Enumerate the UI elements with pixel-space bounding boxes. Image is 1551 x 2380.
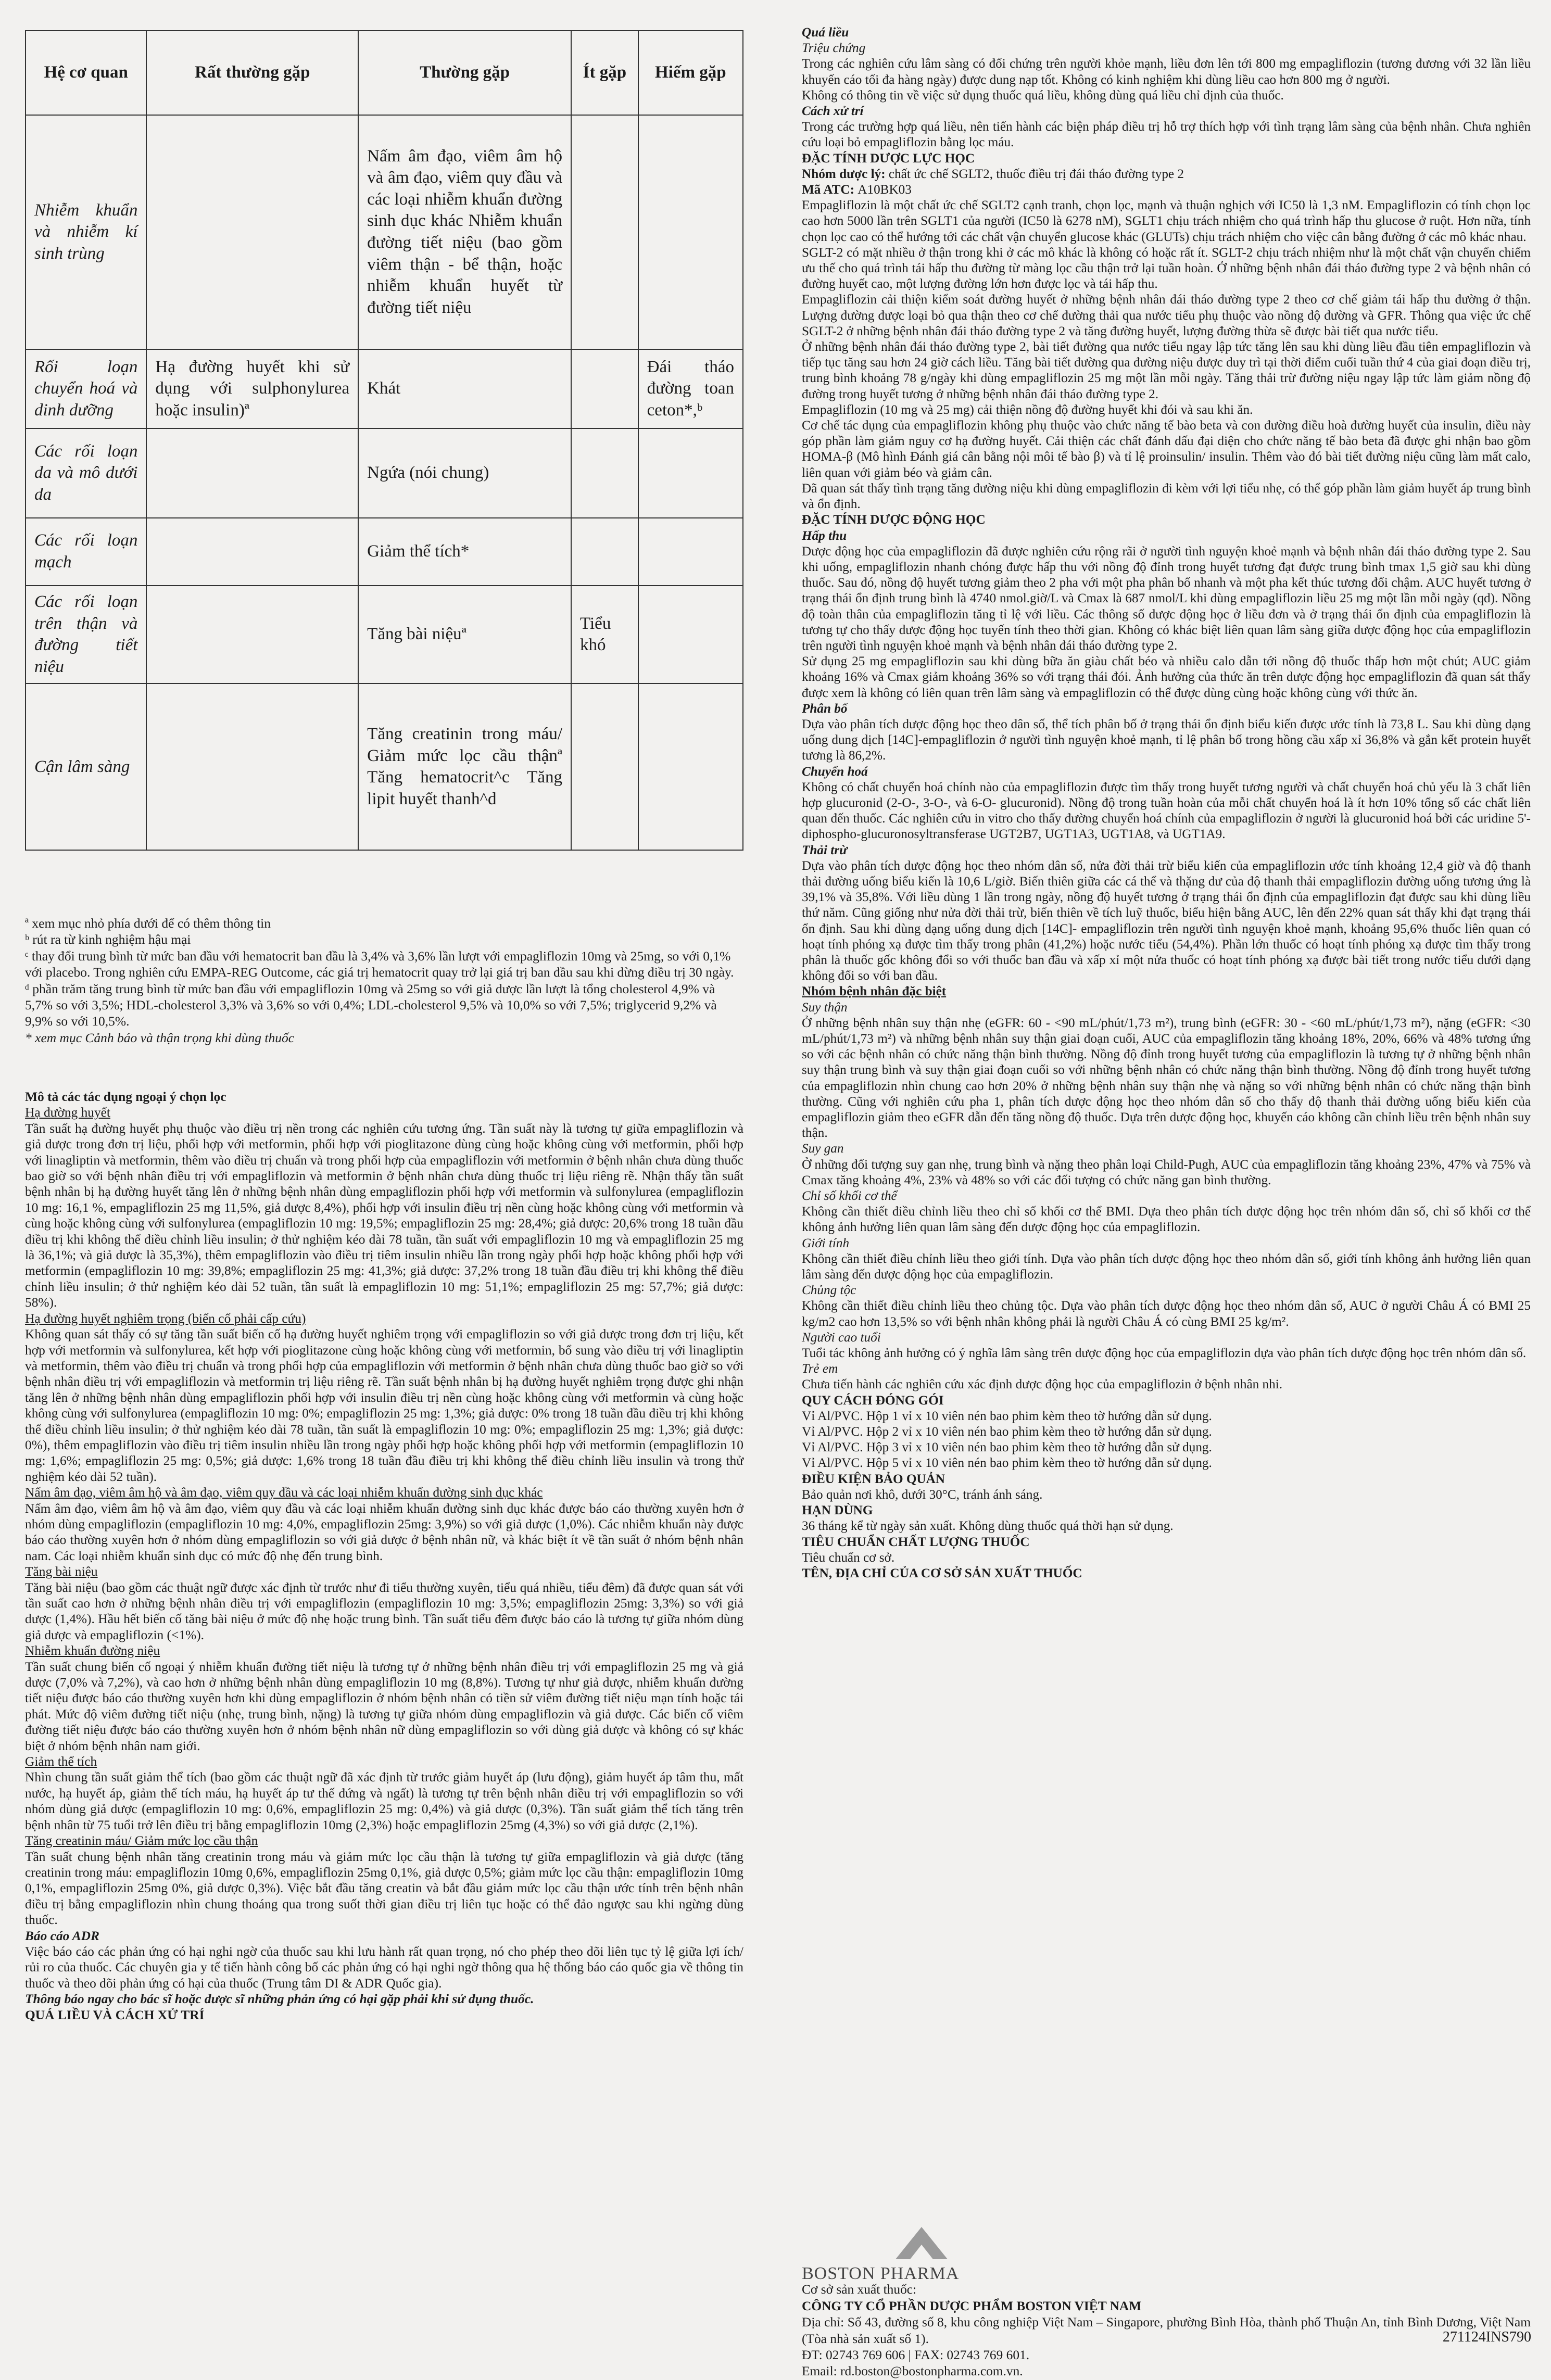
- section-heading: ĐẶC TÍNH DƯỢC ĐỘNG HỌC: [802, 513, 986, 527]
- section-heading: Giới tính: [802, 1236, 850, 1250]
- footnote: ᵇ rút ra từ kinh nghiệm hậu mại: [25, 932, 191, 947]
- table-row: [26, 683, 743, 850]
- table-cell-uncommon: [571, 349, 638, 428]
- footnote: ᵈ phần trăm tăng trung bình từ mức ban đầu với empagliflozin 10mg và 25mg so với giả dược lần lượt là tổng cholesterol 4,9% và 5,7% so với 3,5%; HDL-cholesterol 3,3% và 3,6% so với 0,4%; LDL-cholesterol 9,5% và 10,0% so với 7,5%; triglycerid 9,2% và 9,9% so với 10,5%.: [25, 981, 717, 1029]
- table-cell-very-common: Hạ đường huyết khi sử dụng với sulphonylurea hoặc insulin)ª: [146, 349, 358, 428]
- table-cell-rare: Đái tháo đường toan ceton*,ᵇ: [638, 349, 743, 428]
- section-text: Ở những bệnh nhân đái tháo đường type 2, bài tiết đường qua nước tiểu ngay lập tức tăng lên sau khi dùng liều đầu tiên empagliflozin và tiếp tục tăng sau hơn 24 giờ cách liều. Tăng bài tiết đường qua đường niệu được duy trì tại thời điểm cuối tuần thứ 4 của giai đoạn điều trị, trung bình khoảng 78 g/ngày khi dùng empagliflozin 25 mg một lần mỗi ngày. Tăng thải trừ đường niệu ngay lập tức làm giảm nồng độ đường trong huyết tương ở những bệnh nhân đái tháo đường type 2.: [802, 340, 1531, 401]
- table-cell-uncommon: [571, 428, 638, 518]
- section-text: Trong các trường hợp quá liều, nên tiến hành các biện pháp điều trị hỗ trợ thích hợp với tình trạng lâm sàng của bệnh nhân. Chưa nghiên cứu loại bỏ empagliflozin bằng lọc máu.: [802, 120, 1531, 150]
- table-cell-uncommon: Tiểu khó: [571, 586, 638, 683]
- label-line: [802, 167, 1531, 182]
- section-heading: Hạ đường huyết nghiêm trọng (biến cố phải cấp cứu): [25, 1311, 306, 1326]
- table-row: [26, 518, 743, 586]
- table-cell-rare: [638, 518, 743, 586]
- logo-text: BOSTON PHARMA: [802, 2264, 960, 2283]
- footnotes: [25, 915, 743, 1046]
- section-text: Việc báo cáo các phản ứng có hại nghi ngờ của thuốc sau khi lưu hành rất quan trọng, nó cho phép theo dõi liên tục tỷ lệ giữa lợi ích/ rủi ro của thuốc. Các chuyên gia y tế tiến hành công bố các phản ứng có hại nghi ngờ thông qua hệ thống báo cáo quốc gia về thông tin thuốc và theo dõi phản ứng có hại của thuốc (Trung tâm DI & ADR Quốc gia).: [25, 1944, 743, 1991]
- section-text: Vỉ Al/PVC. Hộp 2 vỉ x 10 viên nén bao phim kèm theo tờ hướng dẫn sử dụng.: [802, 1425, 1212, 1439]
- table-cell-very-common: [146, 115, 358, 349]
- table-cell-soc: Các rối loạn da và mô dưới da: [26, 428, 146, 518]
- table-cell-common: Khát: [358, 349, 571, 428]
- table-cell-rare: [638, 115, 743, 349]
- table-cell-common: Nấm âm đạo, viêm âm hộ và âm đạo, viêm quy đầu và các loại nhiễm khuẩn đường sinh dục khác Nhiễm khuẩn đường tiết niệu (bao gồm viêm thận - bể thận, hoặc nhiễm khuẩn huyết từ đường tiết niệu: [358, 115, 571, 349]
- section-text: Ở những bệnh nhân suy thận nhẹ (eGFR: 60 - <90 mL/phút/1,73 m²), trung bình (eGFR: 30 - <60 mL/phút/1,73 m²), nặng (eGFR: <30 mL/phút/1,73 m²) và những bệnh nhân suy thận giai đoạn cuối, AUC của empagliflozin tăng khoảng 18%, 20%, 66% và 48% tương ứng so với các bệnh nhân có chức năng thận bình thường. Nồng độ đỉnh trong huyết tương của empagliflozin là tương tự ở những bệnh nhân suy thận trung bình và suy thận giai đoạn cuối so với những bệnh nhân có chức năng thận bình thường. Nồng độ đỉnh trong huyết tương của empagliflozin nhìn chung cao hơn 20% ở những bệnh nhân suy thận nhẹ và nặng so với những bệnh nhân có chức năng thận bình thường. Cũng với nghiên cứu pha 1, phân tích dược động học theo nhóm dân số cho thấy độ thanh thải đường uống biểu kiến của empagliflozin giảm theo eGFR dẫn đến tăng nồng độ thuốc. Dựa trên dược động học, khuyến cáo không cần chỉnh liều trên bệnh nhân suy thận.: [802, 1016, 1531, 1141]
- footnote: ᶜ thay đổi trung bình từ mức ban đầu với hematocrit ban đầu là 3,4% và 3,6% lần lượt với empagliflozin 10mg và 25mg, so với 0,1% với placebo. Trong nghiên cứu EMPA-REG Outcome, các giá trị hematocrit quay trở lại giá trị ban đầu sau khi dừng điều trị 30 ngày.: [25, 948, 734, 980]
- section-text: Tuổi tác không ảnh hưởng có ý nghĩa lâm sàng trên dược động học của empagliflozin dựa vào phân tích dược động học trên nhóm dân số.: [802, 1346, 1527, 1361]
- section-text: 36 tháng kể từ ngày sản xuất. Không dùng thuốc quá thời hạn sử dụng.: [802, 1519, 1174, 1534]
- section-text: Dựa vào phân tích dược động học theo nhóm dân số, nửa đời thải trừ biểu kiến của empagliflozin ước tính khoảng 12,4 giờ và độ thanh thải đường uống biểu kiến là 10,6 L/giờ. Biến thiên giữa các cá thể và thặng dư của độ thanh thải empagliflozin đường uống tương ứng là 39,1% và 35,8%. Với liều dùng 1 lần trong ngày, nồng độ huyết tương ở trạng thái ổn định của empagliflozin đạt được sau khi dùng liều thứ năm. Cũng giống như nửa đời thải trừ, biến thiên về tích luỹ thuốc, biểu hiện bằng AUC, lên đến 22% quan sát thấy khi đạt trạng thái ổn định. Sau khi dùng dạng uống dung dịch [14C]- empagliflozin trên người tình nguyện khoẻ mạnh, khoảng 95,6% thuốc liên quan có hoạt tính phóng xạ được tìm thấy trong phân (41,2%) hoặc nước tiểu (54,4%). Phần lớn thuốc có hoạt tính phóng xạ được tìm thấy trong phân là thuốc gốc không đổi so với thuốc ban đầu và xấp xỉ một nửa thuốc có hoạt tính phóng xạ được bài tiết trong nước tiểu dưới dạng không đổi so với ban đầu.: [802, 858, 1531, 983]
- section-text: Dược động học của empagliflozin đã được nghiên cứu rộng rãi ở người tình nguyện khoẻ mạnh và bệnh nhân đái tháo đường type 2. Sau khi uống, empagliflozin nhanh chóng được hấp thu với nồng độ đỉnh trong huyết tương đạt được trung bình tmax 1,5 giờ sau khi dùng thuốc. Sau đó, nồng độ huyết tương giảm theo 2 pha với một pha phân bố nhanh và một pha kết thúc tương đối chậm. AUC huyết tương ở trạng thái ổn định trung bình là 4740 nmol.giờ/L và Cmax là 687 nmol/L khi dùng empagliflozin liều 25 mg một lần mỗi ngày (qd). Nồng độ toàn thân của empagliflozin tăng tỉ lệ với liều. Các thông số dược động học ở liều đơn và ở trạng thái ổn định của empagliflozin là tương tự cho thấy dược động học tuyến tính theo thời gian. Không có khác biệt liên quan lâm sàng giữa dược động học của empagliflozin trên người tình nguyện khoẻ mạnh và bệnh nhân đái tháo đường type 2.: [802, 544, 1531, 653]
- table-cell-uncommon: [571, 683, 638, 850]
- section-text: Tần suất chung bệnh nhân tăng creatinin trong máu và giảm mức lọc cầu thận là tương tự giữa empagliflozin và giả dược (tăng creatinin trong máu: empagliflozin 10mg 0,6%, empagliflozin 25mg 0,1%, giả dược 0,5%; giảm mức lọc cầu thận: empagliflozin 10mg 0,1%, empagliflozin 25mg 0%, giả dược 0,3%). Việc bắt đầu tăng creatin và bắt đầu giảm mức lọc cầu thận ước tính trên bệnh nhân điều trị bằng empagliflozin nhìn chung thoáng qua trong suốt thời gian điều trị liên tục hoặc có thể đảo ngược sau khi ngừng dùng thuốc.: [25, 1849, 743, 1928]
- section-heading: Suy thận: [802, 1000, 848, 1015]
- section-heading: Tăng creatinin máu/ Giảm mức lọc cầu thận: [25, 1833, 258, 1849]
- table-cell-common: Giảm thể tích*: [358, 518, 571, 586]
- table-cell-soc: Các rối loạn mạch: [26, 518, 146, 586]
- section-heading: TÊN, ĐỊA CHỈ CỦA CƠ SỞ SẢN XUẤT THUỐC: [802, 1566, 1082, 1580]
- table-row: [26, 349, 743, 428]
- section-heading: HẠN DÙNG: [802, 1503, 873, 1518]
- section-text: Empagliflozin cải thiện kiểm soát đường huyết ở những bệnh nhân đái tháo đường type 2 theo cơ chế giảm tái hấp thu đường ở thận. Lượng đường được loại bỏ qua thận theo cơ chế đường thải qua nước tiểu phụ thuộc vào nồng độ đường và GFR. Thông qua việc ức chế SGLT-2 ở những bệnh nhân đái tháo đường type 2 và tăng đường huyết, lượng đường thừa sẽ được bài tiết qua nước tiểu.: [802, 293, 1531, 338]
- section-heading: QUÁ LIỀU VÀ CÁCH XỬ TRÍ: [25, 2007, 205, 2022]
- label-line: [802, 182, 1531, 198]
- section-text: SGLT-2 có mặt nhiều ở thận trong khi ở các mô khác là không có hoặc rất ít. SGLT-2 chịu trách nhiệm như là một chất vận chuyển chiếm ưu thế cho quá trình tái hấp thu đường từ màng lọc cầu thận trở lại tuần hoàn. Ở những bệnh nhân đái tháo đường type 2 và bệnh nhân có đường huyết cao, một lượng đường lớn hơn được lọc và tái hấp thu.: [802, 245, 1531, 292]
- table-cell-common: Ngứa (nói chung): [358, 428, 571, 518]
- section-heading: Nấm âm đạo, viêm âm hộ và âm đạo, viêm quy đầu và các loại nhiễm khuẩn đường sinh dục khác: [25, 1485, 543, 1500]
- table-cell-very-common: [146, 518, 358, 586]
- section-text: Ở những đối tượng suy gan nhẹ, trung bình và nặng theo phân loại Child-Pugh, AUC của empagliflozin tăng khoảng 23%, 47% và 75% và Cmax tăng khoảng 4%, 23% và 48% so với các đối tượng có chức năng gan bình thường.: [802, 1157, 1531, 1187]
- table-cell-rare: [638, 428, 743, 518]
- section-text: Vỉ Al/PVC. Hộp 5 vỉ x 10 viên nén bao phim kèm theo tờ hướng dẫn sử dụng.: [802, 1456, 1212, 1471]
- table-row: [26, 586, 743, 683]
- section-heading: Nhóm bệnh nhân đặc biệt: [802, 984, 947, 999]
- right-column-text: [802, 25, 1531, 1581]
- section-text: Tần suất chung biến cố ngoại ý nhiễm khuẩn đường tiết niệu là tương tự ở những bệnh nhân điều trị với empagliflozin 25 mg và giả dược (7,0% và 7,2%), và cao hơn ở những bệnh nhân dùng empagliflozin 10 mg (8,8%). Tương tự như giả dược, nhiễm khuẩn đường tiết niệu được báo cáo thường xuyên hơn khi dùng empagliflozin ở nhóm bệnh nhân có tiền sử viêm đường tiết niệu mạn tính hoặc tái phát. Mức độ viêm đường tiết niệu (nhẹ, trung bình, nặng) là tương tự giữa nhóm dùng empagliflozin và giả dược. Các biến cố viêm đường tiết niệu được báo cáo thường xuyên hơn ở nhóm bệnh nhân nữ dùng empagliflozin so với dùng giả dược và không có sự khác biệt ở nhóm bệnh nhân nam giới.: [25, 1659, 743, 1753]
- section-heading: Thải trừ: [802, 843, 848, 857]
- section-text: Empagliflozin (10 mg và 25 mg) cải thiện nồng độ đường huyết khi đói và sau khi ăn.: [802, 402, 1253, 417]
- section-heading: Tăng bài niệu: [25, 1564, 98, 1579]
- table-header: Thường gặp: [358, 31, 571, 115]
- table-cell-soc: Cận lâm sàng: [26, 683, 146, 850]
- section-text: Cơ chế tác dụng của empagliflozin không phụ thuộc vào chức năng tế bào beta và con đường điều hoà đường huyết của insulin, điều này góp phần làm giảm nguy cơ hạ đường huyết. Cải thiện các chất đánh dấu đại diện cho chức năng tế bào beta đã được ghi nhận bao gồm HOMA-β (Mô hình Đánh giá cân bằng nội môi tế bào β) và tỉ lệ proinsulin/ insulin. Thêm vào đó bài tiết đường niệu cũng làm mất calo, liên quan với giảm béo và giảm cân.: [802, 419, 1531, 480]
- adverse-effects-table: [25, 30, 743, 851]
- section-heading: Giảm thể tích: [25, 1754, 97, 1769]
- section-heading: Người cao tuổi: [802, 1330, 881, 1345]
- section-heading: Mô tả các tác dụng ngoại ý chọn lọc: [25, 1090, 226, 1104]
- manufacturer-label: Cơ sở sản xuất thuốc:: [802, 2282, 917, 2297]
- section-heading: QUY CÁCH ĐÓNG GÓI: [802, 1393, 944, 1408]
- section-heading: Phân bố: [802, 701, 848, 716]
- table-cell-soc: Các rối loạn trên thận và đường tiết niệu: [26, 586, 146, 683]
- section-heading: Hấp thu: [802, 528, 847, 543]
- section-text: Vỉ Al/PVC. Hộp 3 vỉ x 10 viên nén bao phim kèm theo tờ hướng dẫn sử dụng.: [802, 1440, 1212, 1455]
- table-cell-uncommon: [571, 115, 638, 349]
- document-code: 271124INS790: [1442, 2329, 1531, 2345]
- table-cell-rare: [638, 683, 743, 850]
- section-heading: Nhiễm khuẩn đường niệu: [25, 1643, 160, 1659]
- table-header: Hiếm gặp: [638, 31, 743, 115]
- section-heading: Quá liều: [802, 26, 849, 40]
- section-text: Đã quan sát thấy tình trạng tăng đường niệu khi dùng empagliflozin đi kèm với lợi tiểu nhẹ, có thể góp phần làm giảm huyết áp trung bình và ổn định.: [802, 481, 1531, 512]
- section-text: Tiêu chuẩn cơ sở.: [802, 1550, 895, 1565]
- table-header: Rất thường gặp: [146, 31, 358, 115]
- label-value: A10BK03: [858, 183, 912, 197]
- section-text: Dựa vào phân tích dược động học theo dân số, thể tích phân bố ở trạng thái ổn định biểu kiến được ước tính là 73,8 L. Sau khi dùng dạng uống dung dịch [14C]-empagliflozin ở người tình nguyện khoẻ mạnh, tỉ lệ phân bố trong hồng cầu xấp xỉ 36,8% và gắn kết protein huyết tương là 86,2%.: [802, 717, 1531, 763]
- section-text: Không cần thiết điều chỉnh liều theo giới tính. Dựa vào phân tích dược động học theo nhóm dân số, giới tính không ảnh hưởng liên quan lâm sàng đến dược động học của empagliflozin.: [802, 1251, 1531, 1282]
- section-heading: Chỉ số khối cơ thể: [802, 1189, 897, 1204]
- section-text: Sử dụng 25 mg empagliflozin sau khi dùng bữa ăn giàu chất béo và nhiều calo dẫn tới nồng độ thuốc thấp hơn một chút; AUC giảm khoảng 16% và Cmax giảm khoảng 36% so với trạng thái đói. Ảnh hưởng của thức ăn trên dược động học empagliflozin đã quan sát thấy được xem là không có liên quan trên lâm sàng và empagliflozin có thể được dùng cùng hoặc không cùng với thức ăn.: [802, 654, 1531, 700]
- table-cell-common: Tăng creatinin trong máu/ Giảm mức lọc cầu thậnª Tăng hematocrit^c Tăng lipit huyết thanh^d: [358, 683, 571, 850]
- section-heading: ĐIỀU KIỆN BẢO QUẢN: [802, 1472, 945, 1486]
- section-text: Tăng bài niệu (bao gồm các thuật ngữ được xác định từ trước như đi tiểu thường xuyên, tiểu quá nhiều, tiểu đêm) đã được quan sát với tần suất cao hơn ở những bệnh nhân điều trị với empagliflozin (empagliflozin 10 mg: 3,5%; empagliflozin 25mg: 3,3%) so với giả dược (1,4%). Hầu hết biến cố tăng bài niệu ở mức độ nhẹ hoặc trung bình. Tần suất tiểu đêm được báo cáo là tương tự giữa nhóm dùng giả dược và empagliflozin (<1%).: [25, 1580, 743, 1642]
- section-heading: Báo cáo ADR: [25, 1928, 99, 1943]
- section-heading: Thông báo ngay cho bác sĩ hoặc dược sĩ những phản ứng có hại gặp phải khi sử dụng thuốc.: [25, 1992, 534, 2007]
- logo-icon: [890, 2223, 953, 2264]
- manufacturer-block: [802, 2265, 1531, 2380]
- label-key: Nhóm dược lý:: [802, 167, 889, 181]
- label-key: Mã ATC:: [802, 183, 858, 197]
- table-cell-common: Tăng bài niệuª: [358, 586, 571, 683]
- section-heading: Hạ đường huyết: [25, 1105, 110, 1120]
- section-heading: Cách xử trí: [802, 104, 864, 119]
- table-row: [26, 428, 743, 518]
- footnote: ª xem mục nhỏ phía dưới để có thêm thông tin: [25, 916, 271, 931]
- section-text: Không quan sát thấy có sự tăng tần suất biến cố hạ đường huyết nghiêm trọng với empagliflozin so với giả dược trong đơn trị liệu, kết hợp với metformin và sulfonylurea, kết hợp với pioglitazone cùng hoặc không cùng với metformin, bổ sung vào điều trị với linagliptin và metformin, thêm vào điều trị chuẩn và trong phối hợp của empagliflozin với metformin ở bệnh nhân chưa dùng thuốc bao giờ so với bệnh nhân điều trị với empagliflozin và metformin trị liệu riêng rẽ. Tần suất bệnh nhân bị hạ đường huyết nghiêm trọng được ghi nhận tăng lên ở những bệnh nhân dùng empagliflozin phối hợp với insulin điều trị nền cùng hoặc không cùng với metformin và cùng hoặc không cùng với sulfonylurea (empagliflozin 10 mg: 0%; empagliflozin 25 mg: 1,3%; giả dược: 0% trong 18 tuần đầu điều trị khi không thể điều chỉnh liều insulin; ở thử nghiệm kéo dài 78 tuần, tần suất là empagliflozin 10 mg: 0%; empagliflozin 25 mg: 1,3%; giả dược: 0%), thêm empagliflozin vào điều trị tiêm insulin nhiều lần trong ngày phối hợp hoặc không phối hợp với metformin (empagliflozin 10 mg: 1,6%; empagliflozin 25 mg: 0,5%; giả dược: 1,6% trong 18 tuần đầu điều trị khi không thể điều chỉnh liều insulin và trong thử nghiệm kéo dài 52 tuần).: [25, 1327, 743, 1484]
- table-cell-soc: Nhiễm khuẩn và nhiễm kí sinh trùng: [26, 115, 146, 349]
- footnote: * xem mục Cảnh báo và thận trọng khi dùng thuốc: [25, 1030, 295, 1045]
- section-text: Vỉ Al/PVC. Hộp 1 vỉ x 10 viên nén bao phim kèm theo tờ hướng dẫn sử dụng.: [802, 1409, 1212, 1423]
- section-text: Không có chất chuyển hoá chính nào của empagliflozin được tìm thấy trong huyết tương người và chất chuyển hoá chủ yếu là 3 chất liên hợp glucuronid (2-O-, 3-O-, và 6-O- glucuronid). Nồng độ trong tuần hoàn của mỗi chất chuyển hoá là ít hơn 10% tổng số các chất liên quan đến thuốc. Các nghiên cứu in vitro cho thấy đường chuyển hoá chính của empagliflozin ở người là glucuronid hoá bởi các uridine 5'-diphospho-glucuronosyltransferase UGT2B7, UGT1A3, UGT1A8, và UGT1A9.: [802, 780, 1531, 842]
- section-text: Bảo quản nơi khô, dưới 30°C, tránh ánh sáng.: [802, 1487, 1043, 1502]
- table-cell-soc: Rối loạn chuyển hoá và dinh dưỡng: [26, 349, 146, 428]
- section-heading: TIÊU CHUẨN CHẤT LƯỢNG THUỐC: [802, 1535, 1030, 1549]
- table-row: [26, 115, 743, 349]
- section-text: Trong các nghiên cứu lâm sàng có đối chứng trên người khỏe mạnh, liều đơn lên tới 800 mg empagliflozin (tương đương với 32 lần liều khuyến cáo tối đa hàng ngày) được dung nạp tốt. Không có kinh nghiệm khi dùng liều cao hơn 800 mg ở người.: [802, 57, 1531, 87]
- manufacturer-address: Địa chỉ: Số 43, đường số 8, khu công nghiệp Việt Nam – Singapore, phường Bình Hòa, thành phố Thuận An, tỉnh Bình Dương, Việt Nam (Tòa nhà sản xuất số 1).: [802, 2315, 1531, 2346]
- table-header-row: [26, 31, 743, 115]
- table-header: Ít gặp: [571, 31, 638, 115]
- label-value: chất ức chế SGLT2, thuốc điều trị đái tháo đường type 2: [888, 167, 1184, 181]
- manufacturer-email: Email: rd.boston@bostonpharma.com.vn.: [802, 2364, 1023, 2379]
- section-heading: Chủng tộc: [802, 1283, 856, 1298]
- manufacturer-name: CÔNG TY CỔ PHẦN DƯỢC PHẨM BOSTON VIỆT NAM: [802, 2298, 1142, 2313]
- section-heading: ĐẶC TÍNH DƯỢC LỰC HỌC: [802, 151, 975, 166]
- section-text: Empagliflozin là một chất ức chế SGLT2 cạnh tranh, chọn lọc, mạnh và thuận nghịch với IC50 là 1,3 nM. Empagliflozin có tính chọn lọc cao hơn 5000 lần trên SGLT1 của người (IC50 là 6278 nM), SGLT1 chịu trách nhiệm cho quá trình hấp thu glucose ở ruột. Hơn nữa, tính chọn lọc cao có thể hướng tới các chất vận chuyển glucose khác (GLUTs) chịu trách nhiệm cho việc cân bằng đường ở các mô khác nhau.: [802, 198, 1531, 244]
- section-text: Không có thông tin về việc sử dụng thuốc quá liều, không dùng quá liều chỉ định của thuốc.: [802, 88, 1284, 103]
- section-text: Chưa tiến hành các nghiên cứu xác định dược động học của empagliflozin ở bệnh nhân nhi.: [802, 1377, 1282, 1392]
- section-heading: Trẻ em: [802, 1362, 838, 1376]
- table-header: Hệ cơ quan: [26, 31, 146, 115]
- section-text: Nấm âm đạo, viêm âm hộ và âm đạo, viêm quy đầu và các loại nhiễm khuẩn đường sinh dục khác được báo cáo thường xuyên hơn ở nhóm dùng empagliflozin (empagliflozin 10 mg: 4,0%, empagliflozin 25mg: 3,9%) so với giả dược (1,0%). Các nhiễm khuẩn này được báo cáo thường xuyên hơn ở nhóm dùng empagliflozin so với giả dược ở bệnh nhân nữ, và khác biệt ít về tần suất ở nhóm bệnh nhân nam. Các loại nhiễm khuẩn sinh dục có mức độ nhẹ đến trung bình.: [25, 1501, 743, 1563]
- section-heading: Suy gan: [802, 1142, 844, 1156]
- table-cell-rare: [638, 586, 743, 683]
- table-cell-very-common: [146, 428, 358, 518]
- left-column-text: [25, 1089, 743, 2023]
- table-cell-very-common: [146, 586, 358, 683]
- section-heading: Chuyển hoá: [802, 764, 868, 779]
- section-text: Nhìn chung tần suất giảm thể tích (bao gồm các thuật ngữ đã xác định từ trước giảm huyết áp (lưu động), giảm huyết áp tâm thu, mất nước, hạ huyết áp, giảm thể tích máu, hạ huyết áp tư thế đứng và ngất) là tương tự trên bệnh nhân điều trị với empagliflozin so với nhóm dùng giả dược (empagliflozin 10 mg: 0,6%, empagliflozin 25 mg: 0,4%) và giả dược (0,3%). Tần suất giảm thể tích tăng trên bệnh nhân từ 75 tuổi trở lên điều trị bằng empagliflozin 10mg (2,3%) hoặc empagliflozin 25mg (4,3%) so với giả dược (2,1%).: [25, 1770, 743, 1832]
- section-text: Không cần thiết điều chỉnh liều theo chỉ số khối cơ thể BMI. Dựa theo phân tích dược động học trên nhóm dân số, chỉ số khối cơ thể không ảnh hưởng liên quan lâm sàng đến dược động học của empagliflozin.: [802, 1205, 1531, 1235]
- table-cell-very-common: [146, 683, 358, 850]
- manufacturer-phone: ĐT: 02743 769 606 | FAX: 02743 769 601.: [802, 2348, 1030, 2363]
- section-text: Tần suất hạ đường huyết phụ thuộc vào điều trị nền trong các nghiên cứu tương ứng. Tần suất này là tương tự giữa empagliflozin và giả dược trong đơn trị liệu, phối hợp với metformin, phối hợp với pioglitazone dùng cùng hoặc không cùng với metformin, phối hợp với linagliptin và metformin, thêm vào điều trị chuẩn và trong phối hợp của empagliflozin với metformin ở bệnh nhân chưa dùng thuốc bao giờ so với bệnh nhân điều trị với empagliflozin và metformin ở bệnh nhân chưa dùng thuốc trị liệu riêng rẽ. Nhận thấy tần suất bệnh nhân bị hạ đường huyết tăng lên ở những bệnh nhân dùng empagliflozin phối hợp với metformin và sulfonylurea (empagliflozin 10 mg: 16,1 %, empagliflozin 25 mg 11,5%, giả dược 8,4%), phối hợp với insulin điều trị nền cùng hoặc không cùng với metformin và cùng hoặc không cùng với sulfonylurea (empagliflozin 10 mg: 19,5%; empagliflozin 25 mg: 28,4%; giả dược: 20,6% trong 18 tuần đầu điều trị khi không thể điều chỉnh liều insulin; ở thử nghiệm kéo dài 78 tuần, tần suất với empagliflozin 10 mg và empagliflozin 25 mg là 36,1%; và giả dược là 35,3%), thêm empagliflozin vào điều trị tiêm insulin nhiều lần trong ngày phối hợp hoặc không phối hợp với metformin (empagliflozin 10 mg: 39,8%; empagliflozin 25 mg: 41,3%; giả dược: 37,2% trong 18 tuần đầu điều trị khi không thể điều chỉnh liều insulin; ở thử nghiệm kéo dài 52 tuần, tần suất là empagliflozin 10 mg: 51,1%; empagliflozin 25 mg: 57,7%; giả dược: 58%).: [25, 1121, 743, 1310]
- table-cell-uncommon: [571, 518, 638, 586]
- section-heading: Triệu chứng: [802, 41, 866, 56]
- section-text: Không cần thiết điều chỉnh liều theo chủng tộc. Dựa vào phân tích dược động học theo nhóm dân số, AUC ở người Châu Á có BMI 25 kg/m2 cao hơn 13,5% so với bệnh nhân không phải là người Châu Á có cùng BMI 25 kg/m².: [802, 1299, 1531, 1329]
- boston-pharma-logo: [890, 2223, 953, 2267]
